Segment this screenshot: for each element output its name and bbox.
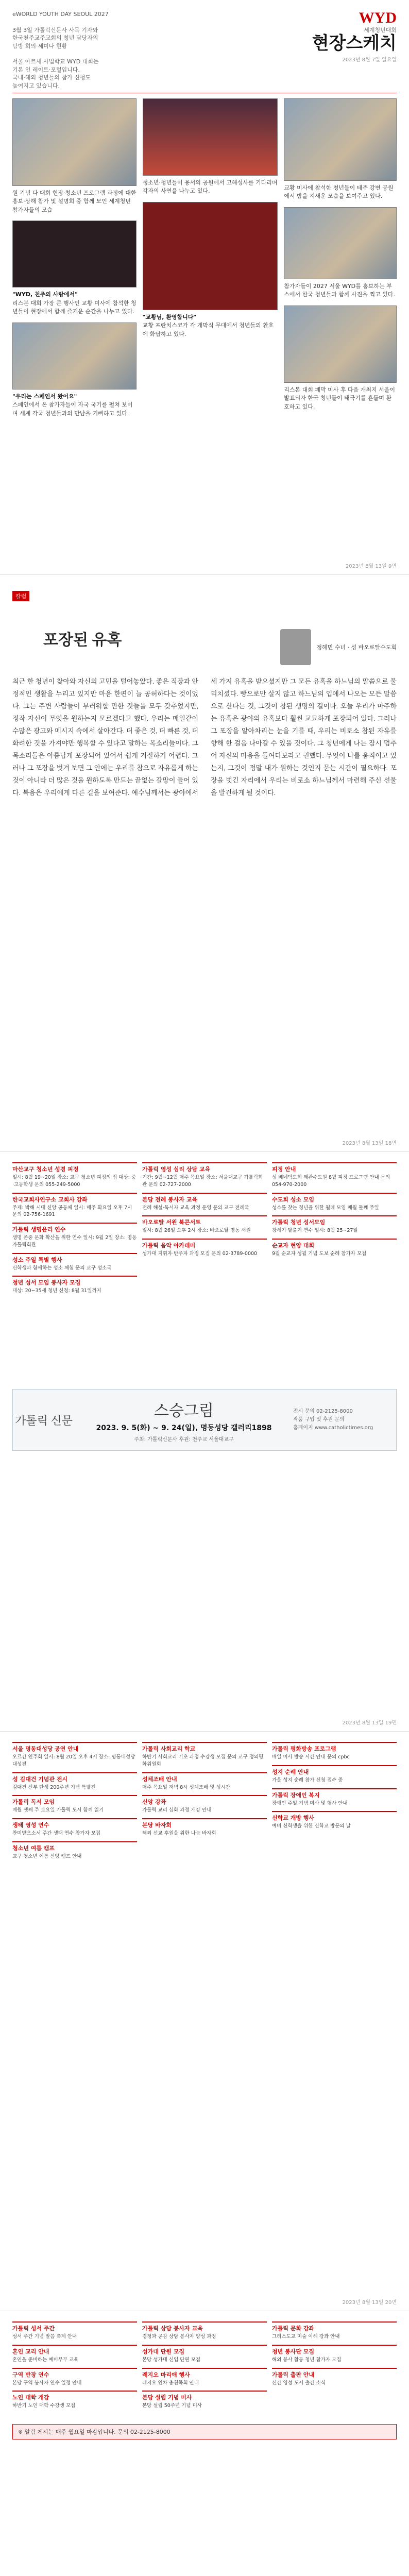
ann-title: 가톨릭 성서 주간 (12, 2325, 55, 2332)
ann-body: 신간 영성 도서 출간 소식 (272, 2380, 326, 2386)
ann-title: 본당 전례 봉사자 교육 (142, 1196, 198, 1203)
caption-3-body: 스페인에서 온 참가자들이 자국 국기를 펼쳐 보이며 세계 각국 청년들과의 만남을 기뻐하고 있다. (12, 401, 133, 417)
ann-col-right (272, 1162, 397, 1384)
caption-6: 교황 미사에 참석한 청년들이 테주 강변 공원에서 밤을 지새운 모습을 보여주고 있다. (284, 184, 394, 200)
photo-spain-group (12, 323, 137, 389)
banner-main-title: 스승그림 (154, 1402, 214, 1419)
ann-title: 가톨릭 사회교리 학교 (142, 1745, 196, 1752)
ann-body: 하반기 사회교리 기초 과정 수강생 모집 문의 교구 정의평화위원회 (142, 1754, 264, 1767)
page-footer: 2023년 8월 13일 18면 (342, 1141, 397, 1146)
ann-body: 장애인 주일 기념 미사 및 행사 안내 (272, 1800, 348, 1806)
ann-title: 구역 반장 연수 (12, 2371, 49, 2378)
ann-title: 노인 대학 개강 (12, 2394, 49, 2401)
page-footer: 2023년 8월 13일 20면 (342, 2300, 397, 2306)
wyd-title-block (312, 10, 397, 63)
photo-riverside-mass (284, 98, 397, 181)
banner-host: 주최: 가톨릭신문사 후원: 천주교 서울대교구 (134, 1436, 234, 1443)
notice-bar: ※ 알림 게시는 매주 월요일 마감입니다. 문의 02-2125-8000 (12, 2424, 397, 2439)
ann-col-mid (142, 2321, 267, 2414)
photo-stage-youth (12, 98, 137, 186)
page-announcements-1 (0, 1151, 409, 1731)
ann-body: 9월 순교자 성월 기념 도보 순례 참가자 모집 (272, 1251, 367, 1257)
page-announcements-3 (0, 2311, 409, 2576)
ann-title: 한국교회사연구소 교회사 강좌 (12, 1196, 88, 1203)
ann-title: 신학교 개방 행사 (272, 1815, 315, 1822)
ann-grid-top (12, 1162, 397, 1384)
ann-body: 본당 성가대 신입 단원 모집 (142, 2357, 201, 2363)
banner-contact: 전시 문의 02-2125-8000 작품 구입 및 후원 문의 홈페이지 www.catholictimes.org (293, 1409, 373, 1431)
ann-body: 매일 미사 방송 시간 안내 문의 cpbc (272, 1754, 350, 1760)
page-date: 2023년 8월 7일 일요일 (342, 57, 397, 63)
ann-title: 성가대 단원 모집 (142, 2348, 185, 2355)
caption-8: 리스본 대회 폐막 미사 후 다음 개최지 서울이 발표되자 한국 청년들이 태극기를 흔들며 환호하고 있다. (284, 386, 395, 410)
caption-7: 참가자들이 2027 서울 WYD를 홍보하는 부스에서 한국 청년들과 함께 사진을 찍고 있다. (284, 282, 395, 298)
wyd-brand-sub: 세계청년대회 (364, 27, 397, 33)
ann-body: 경청과 공감 상담 봉사자 양성 과정 (142, 2334, 216, 2340)
ann-col-right (272, 1742, 397, 1865)
caption-5-title: "교황님, 환영합니다" (142, 313, 197, 320)
ann-body: 일시: 8월 26일 오후 2시 장소: 바오로딸 명동 서원 (142, 1228, 251, 1234)
ann-body: 대상: 20~35세 청년 신청: 8월 31일까지 (12, 1288, 101, 1294)
ann-title: 순교자 현양 대회 (272, 1242, 315, 1249)
caption-4: 청소년·청년들이 용서의 공원에서 고해성사를 기다리며 각자의 사연을 나누고 있다. (142, 179, 278, 195)
ann-title: 청소년 여름 캠프 (12, 1844, 55, 1852)
essay-title: 포장된 유혹 (43, 632, 122, 649)
photo-korean-flag (284, 306, 397, 383)
ann-title: 가톨릭 생명윤리 연수 (12, 1226, 66, 1233)
essay-body: 최근 한 청년이 찾아와 자신의 고민을 털어놓았다. 좋은 직장과 안정적인 생활을 누리고 있지만 마음 한편이 늘 공허하다는 것이었다. 그는 주변 사람들이 부러워할 만한 것들을 모두 갖추었지만, 정작 자신이 무엇을 원하는지 모르겠다고 했다. 우리는 매일같이 수많은 광고와 메시지 속에서 살아간다. 더 좋은 것, 더 빠른 것, 더 화려한 것을 가져야만 행복할 수 있다고 말하는 목소리들이다. 그 목소리들은 아름답게 포장되어 있어서 쉽게 거절하기 어렵다. 그러나 그 포장을 벗겨 보면 그 안에는 우리를 참으로 자유롭게 하는 것이 아니라 더 많은 것을 원하도록 만드는 끝없는 갈망이 들어 있다. 복음은 우리에게 다른 길을 보여준다. 예수님께서는 광야에서 세 가지 유혹을 받으셨지만 그 모든 유혹을 하느님의 말씀으로 물리치셨다. 빵으로만 살지 않고 하느님의 입에서 나오는 모든 말씀으로 산다는 것, 그것이 참된 생명의 길이다. 오늘 우리가 마주하는 유혹은 광야의 유혹보다 훨씬 교묘하게 포장되어 있다. 그러나 그 포장을 알아차리는 눈을 기를 때, 우리는 비로소 참된 자유를 향해 한 걸음 나아갈 수 있을 것이다. 그 청년에게 나는 잠시 멈추어 자신의 마음을 들여다보라고 권했다. 무엇이 나를 움직이고 있는지, 그것이 정말 내가 원하는 것인지 묻는 시간이 필요하다. 포장을 벗긴 자리에서 우리는 비로소 하느님께서 마련해 주신 선물을 발견하게 될 것이다. (12, 677, 397, 797)
ann-body: 하반기 노인 대학 수강생 모집 (12, 2403, 76, 2409)
ann-body: 가을 성지 순례 참가 신청 접수 중 (272, 1777, 343, 1783)
caption-1: 원 기념 다 대회 현장·청소년 프로그램 과정에 대한 홍보·상해 참가 및 설명회 중 함께 모인 세계청년 참가자들의 모습 (12, 189, 137, 213)
ann-title: 성 김대건 기념관 전시 (12, 1775, 68, 1783)
ann-title: 성소 주일 특별 행사 (12, 1256, 62, 1263)
ann-title: 가톨릭 청년 성서모임 (272, 1219, 326, 1226)
caption-2-title: "WYD, 천주의 사랑에서" (12, 291, 78, 298)
ann-body: 해외 봉사 활동 청년 참가자 모집 (272, 2357, 342, 2363)
ann-body: 예비 신학생을 위한 신학교 방문의 날 (272, 1823, 351, 1829)
ann-title: 가톨릭 음악 아카데미 (142, 1242, 196, 1249)
ann-body: 전례 해설·독서자 교육 과정 운영 문의 교구 전례국 (142, 1205, 249, 1211)
banner-mid (75, 1398, 293, 1443)
ann-col-left (12, 2321, 137, 2414)
ann-title: 본당 설립 기념 미사 (142, 2394, 192, 2401)
ann-title: 신앙 강좌 (142, 1799, 166, 1806)
page-announcements-2 (0, 1731, 409, 2311)
page-column (0, 574, 409, 1151)
author-name: 정혜민 수녀 · 성 바오로딸수도회 (316, 644, 397, 651)
ann-body: 성가대 지휘자·반주자 과정 모집 문의 02-3789-0000 (142, 1251, 258, 1257)
ann-body: 본당 설립 50주년 기념 미사 (142, 2403, 202, 2409)
photo-confession-park (143, 98, 278, 176)
caption-5 (143, 313, 278, 339)
caption-3 (12, 393, 137, 418)
ann-col-mid (142, 1742, 267, 1865)
ann-title: 피정 안내 (272, 1166, 296, 1173)
ann-body: 성 베네딕도회 왜관수도원 8월 피정 프로그램 안내 문의 054-970-2000 (272, 1175, 390, 1188)
ann-title: 생태 영성 연수 (12, 1822, 49, 1829)
ann-body: 매주 목요일 저녁 8시 성체조배 및 성시간 (142, 1784, 230, 1790)
ann-col-mid (142, 1162, 267, 1384)
wyd-brand: WYD (359, 9, 397, 26)
ann-body: 매월 셋째 주 토요일 가톨릭 도서 함께 읽기 (12, 1807, 104, 1814)
ann-body: 본당 구역 봉사자 연수 일정 안내 (12, 2380, 82, 2386)
caption-2 (12, 291, 137, 316)
author-photo (280, 629, 311, 665)
ann-body: 레지오 연차 총친목회 안내 (142, 2380, 199, 2386)
ann-grid (12, 2321, 397, 2414)
page-footer: 2023년 8월 13일 9면 (345, 564, 397, 569)
author-block (280, 629, 397, 665)
ann-col-left (12, 1742, 137, 1865)
ann-body: 일시: 8월 19~20일 장소: 교구 청소년 피정의 집 대상: 중·고등학생 문의 055-249-5000 (12, 1175, 137, 1188)
ann-body: 기간: 9월~12월 매주 목요일 장소: 서울대교구 가톨릭회관 문의 02-727-2000 (142, 1175, 263, 1188)
photo-pope-welcome (143, 202, 278, 310)
ann-body: 생명 존중 문화 확산을 위한 연수 일시: 9월 2일 장소: 명동 가톨릭회관 (12, 1235, 137, 1248)
ann-body: 창세기·탈출기 연수 일시: 8월 25~27일 (272, 1228, 358, 1234)
exhibition-banner[interactable] (12, 1389, 397, 1451)
page-footer: 2023년 8월 13일 19면 (342, 1720, 397, 1726)
ann-body: 주제: 박해 시대 신앙 공동체 일시: 매주 화요일 오후 7시 문의 02-756-1691 (12, 1205, 132, 1218)
ann-title: 가톨릭 상담 봉사자 교육 (142, 2325, 203, 2332)
ann-body: 해외 선교 후원을 위한 나눔 바자회 (142, 1831, 216, 1837)
ann-col-right (272, 2321, 397, 2414)
ann-col-left (12, 1162, 137, 1384)
ann-title: 가톨릭 영성 심리 상담 교육 (142, 1166, 211, 1173)
ann-title: 마산교구 청소년 성경 피정 (12, 1166, 79, 1173)
banner-date: 2023. 9. 5(화) ~ 9. 24(일), 명동성당 갤러리1898 (96, 1423, 272, 1432)
ann-grid (12, 1742, 397, 1865)
banner-left: 가톨릭 신문 (15, 1414, 73, 1427)
ann-body: 혼인을 준비하는 예비부부 교육 (12, 2357, 79, 2363)
ann-title: 가톨릭 출판 안내 (272, 2371, 315, 2378)
ann-body: 찬미받으소서 주간 생태 연수 참가자 모집 (12, 1831, 101, 1837)
ann-body: 성소를 찾는 청년을 위한 월례 모임 매월 둘째 주일 (272, 1205, 379, 1211)
caption-3-title: "우리는 스페인서 왔어요" (12, 393, 77, 400)
caption-2-body: 리스본 대회 가장 큰 행사인 교황 미사에 참석한 청년들이 현장에서 함께 즐거운 순간을 나누고 있다. (12, 299, 137, 315)
ann-title: 가톨릭 독서 모임 (12, 1799, 55, 1806)
ann-title: 가톨릭 문화 강좌 (272, 2325, 315, 2332)
ann-title: 성체조배 안내 (142, 1775, 177, 1783)
ann-title: 바오로딸 서원 북콘서트 (142, 1219, 201, 1226)
page-wyd-sketch (0, 0, 409, 574)
ann-title: 가톨릭 장애인 복지 (272, 1791, 320, 1799)
ann-body: 신학생과 함께하는 성소 체험 문의 교구 성소국 (12, 1265, 112, 1271)
photo-wyd-night (12, 221, 137, 287)
ann-title: 본당 바자회 (142, 1822, 172, 1829)
caption-5-body: 교황 프란치스코가 각 개막식 무대에서 청년들의 환호에 화답하고 있다. (142, 322, 274, 337)
ann-body: 교구 청소년 여름 신앙 캠프 안내 (12, 1853, 82, 1859)
ann-body: 오르간 연주회 일시: 8월 20일 오후 4시 장소: 명동대성당 대성전 (12, 1754, 135, 1767)
ann-body: 그리스도교 미술 이해 강좌 안내 (272, 2334, 340, 2340)
ann-title: 혼인 교리 안내 (12, 2348, 49, 2355)
ann-body: 성서 주간 기념 말씀 축제 안내 (12, 2334, 77, 2340)
ann-title: 청년 성서 모임 봉사자 모집 (12, 1279, 81, 1286)
ann-title: 성지 순례 안내 (272, 1768, 309, 1775)
ann-title: 청년 봉사단 모집 (272, 2348, 315, 2355)
ann-body: 가톨릭 교리 심화 과정 개강 안내 (142, 1807, 212, 1814)
page-title: 현장스케치 (312, 34, 397, 53)
ann-title: 레지오 마리애 행사 (142, 2371, 190, 2378)
header-left-text: eWORLD YOUTH DAY SEOUL 2027 3월 3일 가톨릭신문사 사목 기자와 한국천주교주교회의 청년 담당자의 탐방 회의·세미나 현황 서울 아르세 사법학교 WYD 대회는 기본 인 레이트·포털입니다. 국내·해외 청년들의 참가 신청도 높여지고 있습니다. (12, 11, 109, 89)
section-tag: 칼럼 (12, 591, 29, 601)
ann-body: 김대건 신부 탄생 200주년 기념 특별전 (12, 1784, 96, 1790)
ann-title: 가톨릭 평화방송 프로그램 (272, 1745, 336, 1752)
ann-title: 서울 명동대성당 공연 안내 (12, 1745, 79, 1752)
wyd-header (12, 10, 397, 93)
photo-seoul-booth (284, 207, 397, 279)
ann-title: 수도회 성소 모임 (272, 1196, 315, 1203)
